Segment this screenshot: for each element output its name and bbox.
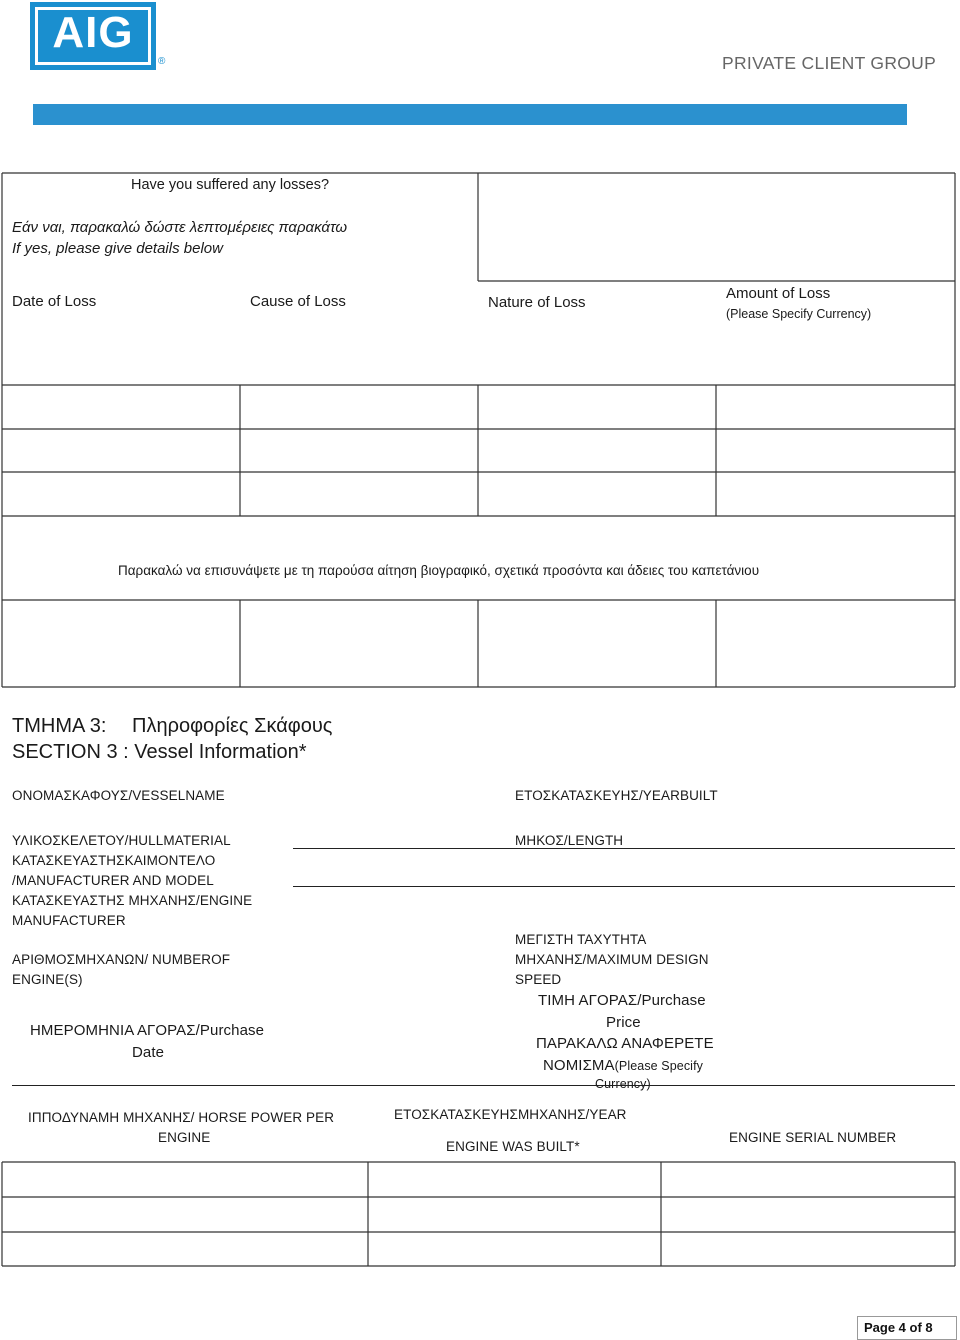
section-title-greek: Πληροφορίες Σκάφους [132,715,333,737]
horse-power-label-2: ENGINE [158,1130,211,1145]
year-built-label: ΕΤΟΣΚΑΤΑΣΚΕΥΗΣ/YEARBUILT [515,788,718,803]
vessel-name-label: ΟΝΟΜΑΣΚΑΦΟΥΣ/VESSELNAME [12,788,225,803]
max-speed-label-3: SPEED [515,972,562,987]
engine-row-3-serial[interactable] [662,1233,954,1265]
engine-manufacturer-label-1: ΚΑΤΑΣΚΕΥΑΣΤΗΣ ΜΗΧΑΝΗΣ/ENGINE [12,893,253,908]
purchase-date-label-2: Date [132,1044,165,1061]
col-amount-note: (Please Specify Currency) [726,307,872,321]
horse-power-label-1: ΙΠΠΟΔΥΝΑΜΗ ΜΗΧΑΝΗΣ/ HORSE POWER PER [28,1110,335,1125]
engine-row-3-year[interactable] [369,1233,660,1265]
col-cause-of-loss: Cause of Loss [250,293,346,310]
greek-instruction: Εάν ναι, παρακαλώ δώστε λεπτομέρειες παρακάτω [12,219,348,236]
max-speed-label-1: ΜΕΓΙΣΤΗ ΤΑΧΥΤΗΤΑ [515,932,647,947]
attach-cv-note: Παρακαλώ να επισυνάψετε με τη παρούσα αίτηση βιογραφικό, σχετικά προσόντα και άδειες του καπετάνιου [118,563,760,578]
max-speed-label-2: ΜΗΧΑΝΗΣ/MAXIMUM DESIGN [515,952,709,967]
engine-row-2-year[interactable] [369,1198,660,1231]
engine-row-1-hp[interactable] [3,1163,367,1196]
engine-row-3-hp[interactable] [3,1233,367,1265]
hull-material-label: ΥΛΙΚΟΣΚΕΛΕΤΟΥ/HULLMATERIAL [12,833,231,848]
section-label-greek: ΤΜΗΜΑ 3: [12,715,107,737]
group-name: PRIVATE CLIENT GROUP [722,53,937,73]
engine-row-1-serial[interactable] [662,1163,954,1196]
length-label: ΜΗΚΟΣ/LENGTH [515,833,624,848]
manufacturer-label-1: ΚΑΤΑΣΚΕΥΑΣΤΗΣΚΑΙΜΟΝΤΕΛΟ [12,853,216,868]
engine-serial-label: ENGINE SERIAL NUMBER [729,1130,897,1145]
registered-mark: ® [158,56,166,67]
english-instruction: If yes, please give details below [12,240,223,257]
section-title-english: SECTION 3 : Vessel Information* [12,741,307,763]
price-label-2: Price [606,1014,641,1031]
col-amount-of-loss: Amount of Loss [726,285,831,302]
col-date-of-loss: Date of Loss [12,293,97,310]
losses-question: Have you suffered any losses? [131,177,330,193]
purchase-date-label-1: ΗΜΕΡΟΜΗΝΙΑ ΑΓΟΡΑΣ/Purchase [30,1022,265,1039]
price-label-3: ΠΑΡΑΚΑΛΩ ΑΝΑΦΕΡΕΤΕ [536,1035,714,1052]
engine-row-1-year[interactable] [369,1163,660,1196]
num-engines-label-1: ΑΡΙΘΜΟΣΜΗΧΑΝΩΝ/ NUMBEROF [12,952,231,967]
price-label-1: ΤΙΜΗ ΑΓΟΡΑΣ/Purchase [538,992,706,1009]
engine-manufacturer-label-2: MANUFACTURER [12,913,126,928]
page-number: Page 4 of 8 [864,1320,933,1335]
price-label-5: Currency) [595,1077,651,1091]
engine-row-2-serial[interactable] [662,1198,954,1231]
logo-text: AIG [52,8,134,57]
price-currency-note: (Please Specify [614,1059,703,1073]
col-nature-of-loss: Nature of Loss [488,294,586,311]
price-currency-word: ΝΟΜΙΣΜΑ [543,1057,615,1074]
engine-year-label-2: ENGINE WAS BUILT* [446,1139,580,1154]
engine-year-label-1: ΕΤΟΣΚΑΤΑΣΚΕΥΗΣΜΗΧΑΝΗΣ/YEAR [394,1107,627,1122]
engine-row-2-hp[interactable] [3,1198,367,1231]
num-engines-label-2: ENGINE(S) [12,972,83,987]
manufacturer-label-2: /MANUFACTURER AND MODEL [12,873,214,888]
